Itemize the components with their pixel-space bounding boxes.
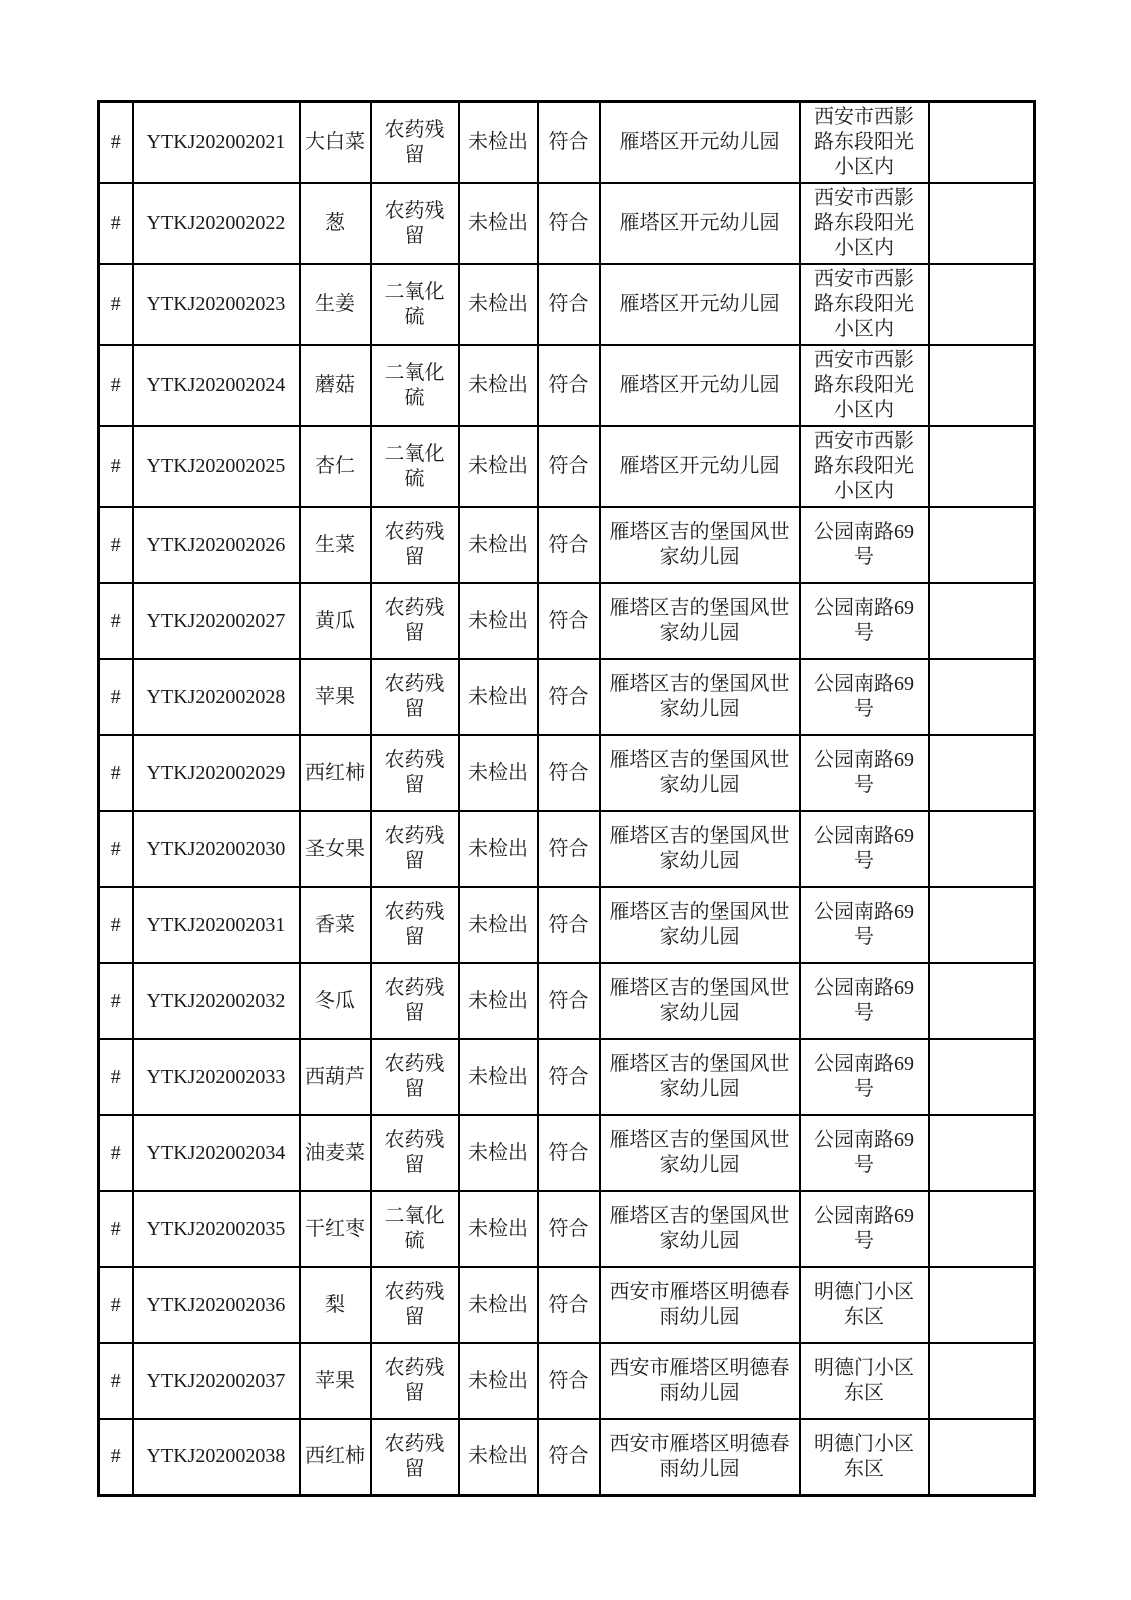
- cell-row-marker: #: [99, 426, 133, 507]
- cell-sample-id: YTKJ202002037: [133, 1343, 300, 1419]
- cell-row-marker: #: [99, 507, 133, 583]
- cell-row-marker: #: [99, 1115, 133, 1191]
- cell-row-marker: #: [99, 345, 133, 426]
- cell-conclusion: 符合: [538, 963, 600, 1039]
- cell-note: [929, 735, 1035, 811]
- cell-food-name: 香菜: [300, 887, 371, 963]
- cell-conclusion: 符合: [538, 345, 600, 426]
- cell-row-marker: #: [99, 1039, 133, 1115]
- cell-conclusion: 符合: [538, 1419, 600, 1495]
- cell-result: 未检出: [459, 735, 538, 811]
- cell-facility: 雁塔区吉的堡国风世家幼儿园: [600, 1191, 800, 1267]
- cell-sample-id: YTKJ202002026: [133, 507, 300, 583]
- cell-note: [929, 1115, 1035, 1191]
- cell-result: 未检出: [459, 1267, 538, 1343]
- cell-food-name: 生菜: [300, 507, 371, 583]
- cell-food-name: 西红柿: [300, 1419, 371, 1495]
- cell-address: 公园南路69号: [800, 963, 929, 1039]
- cell-note: [929, 659, 1035, 735]
- cell-row-marker: #: [99, 887, 133, 963]
- cell-sample-id: YTKJ202002031: [133, 887, 300, 963]
- table-row: [99, 507, 1035, 583]
- cell-sample-id: YTKJ202002029: [133, 735, 300, 811]
- cell-food-name: 梨: [300, 1267, 371, 1343]
- cell-note: [929, 887, 1035, 963]
- cell-note: [929, 583, 1035, 659]
- cell-address: 西安市西影路东段阳光小区内: [800, 426, 929, 507]
- cell-note: [929, 1419, 1035, 1495]
- table-row: [99, 735, 1035, 811]
- cell-conclusion: 符合: [538, 183, 600, 264]
- cell-row-marker: #: [99, 1267, 133, 1343]
- cell-result: 未检出: [459, 963, 538, 1039]
- cell-facility: 雁塔区开元幼儿园: [600, 345, 800, 426]
- cell-facility: 雁塔区吉的堡国风世家幼儿园: [600, 735, 800, 811]
- cell-sample-id: YTKJ202002035: [133, 1191, 300, 1267]
- table-row: [99, 102, 1035, 184]
- cell-test-item: 农药残留: [371, 583, 459, 659]
- cell-sample-id: YTKJ202002025: [133, 426, 300, 507]
- cell-sample-id: YTKJ202002032: [133, 963, 300, 1039]
- cell-test-item: 农药残留: [371, 1343, 459, 1419]
- cell-conclusion: 符合: [538, 887, 600, 963]
- cell-result: 未检出: [459, 1191, 538, 1267]
- table-row: [99, 1115, 1035, 1191]
- cell-row-marker: #: [99, 1343, 133, 1419]
- cell-test-item: 农药残留: [371, 507, 459, 583]
- cell-food-name: 油麦菜: [300, 1115, 371, 1191]
- cell-sample-id: YTKJ202002024: [133, 345, 300, 426]
- cell-conclusion: 符合: [538, 583, 600, 659]
- cell-address: 明德门小区东区: [800, 1343, 929, 1419]
- cell-row-marker: #: [99, 1191, 133, 1267]
- cell-food-name: 西葫芦: [300, 1039, 371, 1115]
- cell-facility: 西安市雁塔区明德春雨幼儿园: [600, 1343, 800, 1419]
- table-row: [99, 811, 1035, 887]
- inspection-table-body: [99, 102, 1035, 1496]
- table-row: [99, 1343, 1035, 1419]
- cell-sample-id: YTKJ202002033: [133, 1039, 300, 1115]
- cell-test-item: 农药残留: [371, 659, 459, 735]
- cell-conclusion: 符合: [538, 811, 600, 887]
- cell-food-name: 西红柿: [300, 735, 371, 811]
- cell-test-item: 二氧化硫: [371, 1191, 459, 1267]
- cell-address: 公园南路69号: [800, 583, 929, 659]
- cell-result: 未检出: [459, 264, 538, 345]
- cell-test-item: 农药残留: [371, 1115, 459, 1191]
- cell-sample-id: YTKJ202002022: [133, 183, 300, 264]
- table-row: [99, 887, 1035, 963]
- cell-food-name: 冬瓜: [300, 963, 371, 1039]
- cell-row-marker: #: [99, 735, 133, 811]
- cell-address: 西安市西影路东段阳光小区内: [800, 264, 929, 345]
- cell-conclusion: 符合: [538, 426, 600, 507]
- cell-result: 未检出: [459, 102, 538, 184]
- cell-test-item: 农药残留: [371, 887, 459, 963]
- cell-test-item: 二氧化硫: [371, 264, 459, 345]
- cell-result: 未检出: [459, 659, 538, 735]
- cell-test-item: 农药残留: [371, 735, 459, 811]
- cell-facility: 西安市雁塔区明德春雨幼儿园: [600, 1419, 800, 1495]
- cell-food-name: 蘑菇: [300, 345, 371, 426]
- cell-sample-id: YTKJ202002036: [133, 1267, 300, 1343]
- cell-note: [929, 264, 1035, 345]
- cell-conclusion: 符合: [538, 264, 600, 345]
- table-row: [99, 659, 1035, 735]
- cell-row-marker: #: [99, 659, 133, 735]
- cell-row-marker: #: [99, 1419, 133, 1495]
- cell-address: 西安市西影路东段阳光小区内: [800, 345, 929, 426]
- cell-facility: 雁塔区吉的堡国风世家幼儿园: [600, 887, 800, 963]
- cell-result: 未检出: [459, 507, 538, 583]
- cell-food-name: 大白菜: [300, 102, 371, 184]
- cell-result: 未检出: [459, 345, 538, 426]
- cell-address: 明德门小区东区: [800, 1267, 929, 1343]
- cell-note: [929, 1267, 1035, 1343]
- cell-test-item: 农药残留: [371, 811, 459, 887]
- cell-food-name: 干红枣: [300, 1191, 371, 1267]
- cell-note: [929, 345, 1035, 426]
- cell-row-marker: #: [99, 811, 133, 887]
- cell-conclusion: 符合: [538, 1115, 600, 1191]
- cell-conclusion: 符合: [538, 507, 600, 583]
- cell-test-item: 农药残留: [371, 102, 459, 184]
- cell-note: [929, 811, 1035, 887]
- table-row: [99, 345, 1035, 426]
- cell-sample-id: YTKJ202002028: [133, 659, 300, 735]
- cell-address: 公园南路69号: [800, 507, 929, 583]
- cell-result: 未检出: [459, 583, 538, 659]
- table-row: [99, 1419, 1035, 1495]
- table-row: [99, 963, 1035, 1039]
- cell-result: 未检出: [459, 1039, 538, 1115]
- cell-row-marker: #: [99, 583, 133, 659]
- cell-note: [929, 1039, 1035, 1115]
- cell-sample-id: YTKJ202002034: [133, 1115, 300, 1191]
- cell-food-name: 黄瓜: [300, 583, 371, 659]
- cell-result: 未检出: [459, 887, 538, 963]
- cell-address: 公园南路69号: [800, 1115, 929, 1191]
- cell-address: 公园南路69号: [800, 1191, 929, 1267]
- cell-row-marker: #: [99, 102, 133, 184]
- cell-note: [929, 183, 1035, 264]
- cell-address: 公园南路69号: [800, 811, 929, 887]
- cell-note: [929, 1191, 1035, 1267]
- cell-conclusion: 符合: [538, 1191, 600, 1267]
- cell-conclusion: 符合: [538, 659, 600, 735]
- table-row: [99, 1267, 1035, 1343]
- cell-note: [929, 102, 1035, 184]
- cell-facility: 雁塔区开元幼儿园: [600, 102, 800, 184]
- cell-sample-id: YTKJ202002038: [133, 1419, 300, 1495]
- cell-test-item: 农药残留: [371, 1267, 459, 1343]
- cell-facility: 雁塔区吉的堡国风世家幼儿园: [600, 811, 800, 887]
- cell-conclusion: 符合: [538, 1267, 600, 1343]
- cell-facility: 雁塔区吉的堡国风世家幼儿园: [600, 963, 800, 1039]
- cell-facility: 雁塔区吉的堡国风世家幼儿园: [600, 1115, 800, 1191]
- cell-note: [929, 1343, 1035, 1419]
- inspection-table: [97, 100, 1036, 1497]
- cell-address: 西安市西影路东段阳光小区内: [800, 183, 929, 264]
- cell-result: 未检出: [459, 811, 538, 887]
- cell-conclusion: 符合: [538, 1039, 600, 1115]
- table-row: [99, 1191, 1035, 1267]
- table-row: [99, 426, 1035, 507]
- cell-address: 公园南路69号: [800, 887, 929, 963]
- cell-facility: 雁塔区吉的堡国风世家幼儿园: [600, 583, 800, 659]
- cell-test-item: 二氧化硫: [371, 345, 459, 426]
- cell-facility: 雁塔区吉的堡国风世家幼儿园: [600, 659, 800, 735]
- cell-sample-id: YTKJ202002023: [133, 264, 300, 345]
- cell-facility: 雁塔区开元幼儿园: [600, 264, 800, 345]
- cell-conclusion: 符合: [538, 102, 600, 184]
- cell-test-item: 二氧化硫: [371, 426, 459, 507]
- cell-conclusion: 符合: [538, 1343, 600, 1419]
- cell-result: 未检出: [459, 1419, 538, 1495]
- cell-result: 未检出: [459, 426, 538, 507]
- cell-food-name: 苹果: [300, 659, 371, 735]
- cell-note: [929, 426, 1035, 507]
- cell-food-name: 圣女果: [300, 811, 371, 887]
- cell-facility: 雁塔区开元幼儿园: [600, 183, 800, 264]
- table-row: [99, 583, 1035, 659]
- cell-address: 公园南路69号: [800, 735, 929, 811]
- cell-address: 明德门小区东区: [800, 1419, 929, 1495]
- table-row: [99, 264, 1035, 345]
- cell-conclusion: 符合: [538, 735, 600, 811]
- cell-facility: 雁塔区开元幼儿园: [600, 426, 800, 507]
- cell-facility: 雁塔区吉的堡国风世家幼儿园: [600, 1039, 800, 1115]
- cell-row-marker: #: [99, 264, 133, 345]
- cell-test-item: 农药残留: [371, 1039, 459, 1115]
- cell-row-marker: #: [99, 183, 133, 264]
- table-row: [99, 1039, 1035, 1115]
- cell-result: 未检出: [459, 1115, 538, 1191]
- cell-sample-id: YTKJ202002030: [133, 811, 300, 887]
- cell-facility: 雁塔区吉的堡国风世家幼儿园: [600, 507, 800, 583]
- cell-food-name: 生姜: [300, 264, 371, 345]
- cell-address: 西安市西影路东段阳光小区内: [800, 102, 929, 184]
- cell-note: [929, 507, 1035, 583]
- table-row: [99, 183, 1035, 264]
- cell-address: 公园南路69号: [800, 1039, 929, 1115]
- cell-test-item: 农药残留: [371, 1419, 459, 1495]
- cell-food-name: 杏仁: [300, 426, 371, 507]
- cell-test-item: 农药残留: [371, 963, 459, 1039]
- cell-result: 未检出: [459, 1343, 538, 1419]
- cell-sample-id: YTKJ202002021: [133, 102, 300, 184]
- cell-food-name: 苹果: [300, 1343, 371, 1419]
- cell-result: 未检出: [459, 183, 538, 264]
- cell-test-item: 农药残留: [371, 183, 459, 264]
- cell-row-marker: #: [99, 963, 133, 1039]
- cell-facility: 西安市雁塔区明德春雨幼儿园: [600, 1267, 800, 1343]
- cell-sample-id: YTKJ202002027: [133, 583, 300, 659]
- cell-food-name: 葱: [300, 183, 371, 264]
- cell-note: [929, 963, 1035, 1039]
- cell-address: 公园南路69号: [800, 659, 929, 735]
